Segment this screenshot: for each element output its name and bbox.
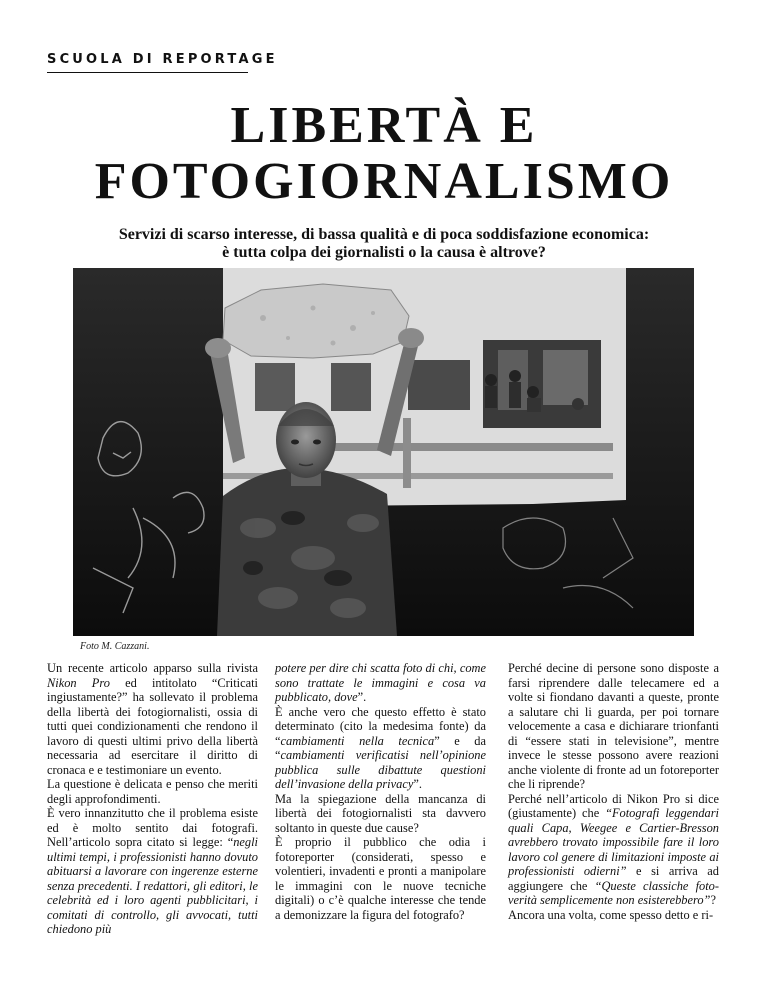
body-text: Ancora una volta, come spesso detto e ri-: [508, 907, 714, 922]
body-text: È proprio il pubblico che odia i fotoreporter (considerati, spesso e volentieri, invadenti e pronti a manipolare le immagini con le nuove tecniche digitali) o c’è qualche interesse che tende a demonizzare la figura del fotografo?: [275, 835, 486, 922]
headline: [0, 98, 768, 210]
italic-text: potere per dire chi scatta foto di chi, come sono trattate le immagini e cosa va pubblicato, dove: [275, 661, 486, 704]
article-column-2: [275, 661, 486, 922]
italic-text: cambiamenti verificatisi nell’opinione pubblica sulle dibattute questioni dell’invasione della privacy: [275, 748, 486, 791]
article-paragraph: [508, 908, 719, 923]
body-text: Perché decine di persone sono disposte a farsi riprendere dalle telecamere ed a volte si fiondano davanti a queste, pronte a salutare chi li guarda, per poi tornare velocemente a casa e dichiarare trionfanti di “essere stati in televisione”, mentre invece le stesse possono avere reazioni anche violente di fronte ad un fotoreporter che li riprende?: [508, 661, 719, 791]
body-text: e si arriva ad aggiungere che: [508, 864, 719, 893]
subheadline-line-2: è tutta colpa dei giornalisti o la causa è altrove?: [222, 244, 546, 261]
body-text: È vero innanzitutto che il problema esiste ed è molto sentito dai fotografi. Nell’articolo sopra citato si legge: “: [47, 806, 258, 849]
body-text: ”.: [413, 777, 422, 791]
article-column-3: [508, 661, 719, 922]
article-paragraph: [508, 661, 719, 792]
article-paragraph: [47, 661, 258, 777]
body-text: ”.: [357, 690, 367, 704]
photo-illustration: [73, 268, 694, 636]
body-text: Ma la spiegazione della mancanza di libertà dei fotogiornalisti sta davvero soltanto in queste due cause?: [275, 791, 486, 835]
subheadline-line-1: Servizi di scarso interesse, di bassa qualità e di poca soddisfazione economica:: [118, 226, 650, 243]
article-paragraph: [275, 835, 486, 922]
body-text: La questione è delicata e penso che meriti degli approfondimenti.: [47, 777, 258, 806]
article-column-1: [47, 661, 258, 937]
article-paragraph: [508, 792, 719, 908]
body-text: Un recente articolo apparso sulla rivista: [47, 661, 258, 675]
italic-text: Nikon Pro: [47, 675, 110, 690]
article-photo: [73, 268, 694, 636]
article-paragraph: [275, 792, 486, 836]
italic-text: negli ultimi tempi, i professionisti hanno dovuto abituarsi a lavorare con ingerenze esterne senza precedenti. I redattori, gli editori, le celebrità ed i loro agenti pubblicitari, i comitati di controllo, gli avvocati, tutti chiedono più: [47, 835, 258, 936]
photo-caption: Foto M. Cazzani.: [80, 641, 150, 652]
section-label: SCUOLA DI REPORTAGE: [47, 52, 278, 67]
body-text: ?: [710, 893, 716, 907]
italic-text: “Fotografi leggendari quali Capa, Weegee e Cartier-Bresson avrebbero trovato impossibile fare il loro lavoro col genere di limitazioni imposte ai professionisti odierni”: [508, 806, 720, 878]
body-text: ed intitolato “Criticati ingiustamente?” ha sollevato il problema della libertà dei fotogiornalisti, ossia di tutti quei condizionamenti che rendono il lavoro di questi ultimi privo della libertà necessaria ad esercitare il diritto di cronaca e e testimoniare un evento.: [47, 675, 258, 777]
article-paragraph: [275, 705, 486, 792]
body-text: Perché nell’articolo di Nikon Pro si dice (giustamente) che: [508, 791, 719, 820]
section-rule: [47, 72, 248, 73]
body-text: È anche vero che questo effetto è stato determinato (cito la medesima fonte) da “: [275, 704, 486, 748]
body-text: ” e da “: [275, 733, 487, 762]
italic-text: cambiamenti nella tecnica: [280, 733, 435, 748]
subheadline: [0, 226, 768, 262]
headline-line-1: LIBERTÀ E: [230, 97, 538, 154]
article-paragraph: [47, 777, 258, 806]
italic-text: “Queste classiche foto-verità semplicemente non esisterebbero”: [508, 878, 719, 907]
headline-line-2: FOTOGIORNALISMO: [94, 153, 674, 210]
article-paragraph: [275, 661, 486, 705]
article-paragraph: [47, 806, 258, 937]
